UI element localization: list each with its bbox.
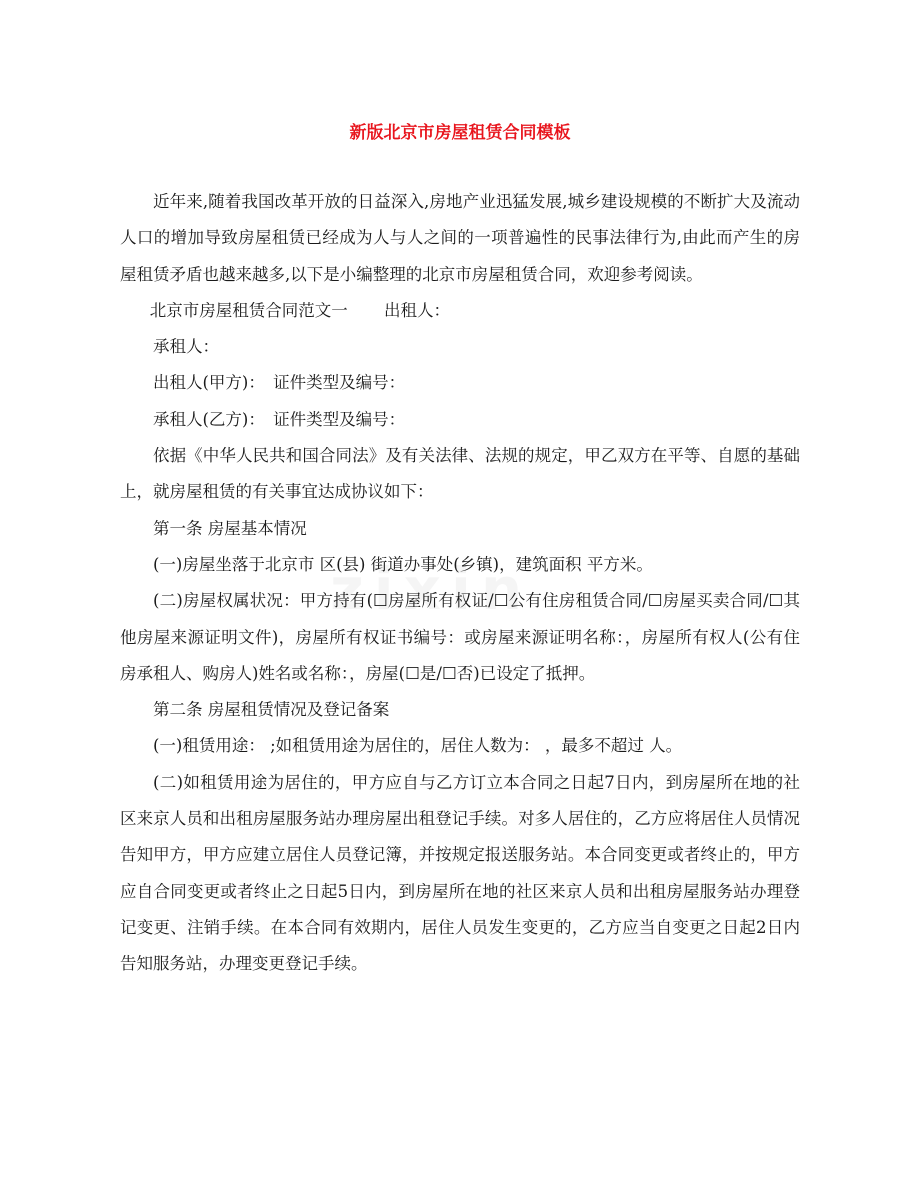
party-a-line: 出租人(甲方)： 证件类型及编号： — [153, 373, 406, 393]
document-body — [120, 184, 800, 983]
article-2-clause-2: (二)如租赁用途为居住的，甲方应自与乙方订立本合同之日起7日内，到房屋所在地的社区来京人员和出租房屋服务站办理房屋出租登记手续。对多人居住的，乙方应将居住人员情况告知甲方，甲方应建立居住人员登记簿，并按规定报送服务站。本合同变更或者终止的，甲方应自合同变更或者终止之日起5日内，到房屋所在地的社区来京人员和出租房屋服务站办理登记变更、注销手续。在本合同有效期内，居住人员发生变更的，乙方应当自变更之日起2日内告知服务站，办理变更登记手续。 — [120, 772, 800, 974]
article-1-heading: 第一条 房屋基本情况 — [153, 518, 307, 538]
article-2-clause-1: (一)租赁用途： ;如租赁用途为居住的，居住人数为： ，最多不超过 人。 — [153, 736, 683, 756]
page-title: 新版北京市房屋租赁合同模板 — [349, 123, 571, 143]
basis-paragraph: 依据《中华人民共和国合同法》及有关法律、法规的规定，甲乙双方在平等、自愿的基础上，就房屋租赁的有关事宜达成协议如下： — [120, 446, 800, 502]
sample-heading-line — [120, 293, 800, 329]
sample-heading: 北京市房屋租赁合同范文一 — [149, 300, 348, 320]
intro-paragraph: 近年来,随着我国改革开放的日益深入,房地产业迅猛发展,城乡建设规模的不断扩大及流动人口的增加导致房屋租赁已经成为人与人之间的一项普遍性的民事法律行为,由此而产生的房屋租赁矛盾也越来越多,以下是小编整理的北京市房屋租赁合同，欢迎参考阅读。 — [120, 192, 800, 284]
party-b-line: 承租人(乙方)： 证件类型及编号： — [153, 409, 406, 429]
article-1-clause-2: (二)房屋权属状况：甲方持有(☐房屋所有权证/☐公有住房租赁合同/☐房屋买卖合同/☐其他房屋来源证明文件)，房屋所有权证书编号：或房屋来源证明名称：，房屋所有权人(公有住房承租人、购房人)姓名或名称：，房屋(☐是/☐否)已设定了抵押。 — [120, 591, 800, 683]
article-2-heading: 第二条 房屋租赁情况及登记备案 — [153, 700, 390, 720]
article-1-clause-1: (一)房屋坐落于北京市 区(县) 街道办事处(乡镇)，建筑面积 平方米。 — [153, 554, 653, 574]
lessee-label: 承租人： — [153, 337, 219, 357]
lessor-label: 出租人： — [383, 300, 450, 320]
